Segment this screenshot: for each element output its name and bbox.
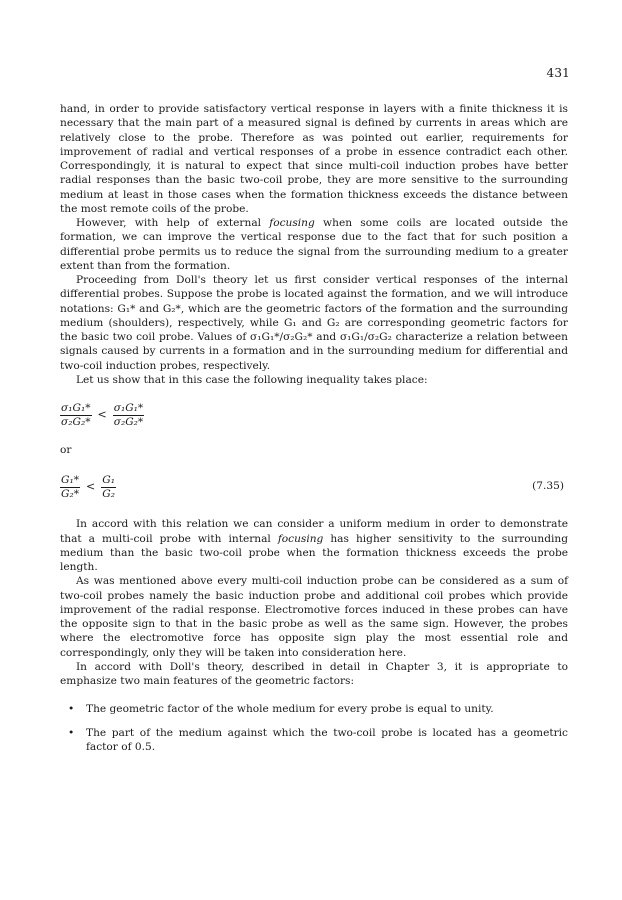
paragraph-3: Proceeding from Doll's theory let us first consider vertical responses of the internal differential probes. Suppose the probe is located against the formation, and we will introduce notations: G₁* and G₂*, which are the geometric factors of the formation and the surrounding medium (shoulders), respectively, while G₁ and G₂ are corresponding geometric factors for the basic two coil probe. Values of σ₁G₁*/σ₂G₂* and σ₁G₁/σ₂G₂ characterize a relation between signals caused by currents in a formation and in the surrounding medium for differential and two-coil induction probes, respectively. (60, 274, 568, 372)
paragraph-1: hand, in order to provide satisfactory vertical response in layers with a finite thickness it is necessary that the main part of a measured signal is defined by currents in areas which are relatively close to the probe. Therefore as was pointed out earlier, requirements for improvement of radial and vertical responses of a probe in essence contradict each other. Correspondingly, it is natural to expect that since multi-coil induction probes have better radial responses than the basic two-coil probe, they are more sensitive to the surrounding medium at least in those cases when the formation thickness exceeds the distance between the most remote coils of the probe. (60, 103, 568, 215)
paragraph-6: As was mentioned above every multi-coil induction probe can be considered as a sum of two-coil probes namely the basic induction probe and additional coil probes which provide improvement of the radial response. Electromotive forces induced in these probes can have the opposite sign to that in the basic probe as well as the same sign. However, the probes where the electromotive force has opposite sign play the most essential role and correspondingly, only they will be taken into consideration here. (60, 575, 568, 659)
fraction-right (113, 402, 145, 429)
fraction-right-denominator: σ₂G₂* (113, 415, 144, 428)
paragraph-2-text-before: However, with help of external (76, 217, 270, 229)
equation-connector: or (60, 444, 72, 456)
paragraph-5 (60, 517, 568, 574)
list-item (68, 702, 568, 716)
list-item-text: The geometric factor of the whole medium for every probe is equal to unity. (86, 703, 494, 716)
paragraph-5-emphasis: focusing (277, 532, 324, 545)
equation-7-35 (60, 469, 568, 505)
equation-inequality (60, 397, 568, 433)
page-number: 431 (546, 66, 570, 80)
fraction-left-numerator: σ₁G₁* (61, 401, 91, 414)
paragraph-2 (60, 216, 568, 273)
less-than-sign: < (86, 480, 96, 494)
paragraph-5-text-after: has higher sensitivity to the surrounding medium than the basic two-coil probe when the formation thickness exceeds the probe length. (60, 532, 568, 573)
equation-number: (7.35) (532, 480, 564, 493)
fraction-right-numerator: σ₁G₁* (113, 401, 144, 414)
less-than-sign: < (97, 407, 107, 421)
fraction-left-numerator: G₁* (61, 473, 80, 486)
paragraph-7: In accord with Doll's theory, described in detail in Chapter 3, it is appropriate to emphasize two main features of the geometric factors: (60, 660, 568, 687)
paragraph-2-text-after: when some coils are located outside the formation, we can improve the vertical response due to the fact that for such position a differential probe permits us to reduce the signal from the surrounding medium to a greater extent than from the formation. (60, 217, 568, 272)
fraction-left (60, 402, 92, 429)
paragraph-5-text-before: In accord with this relation we can consider a uniform medium in order to demonstrate that a multi-coil probe with internal (60, 518, 568, 545)
paragraph-4: Let us show that in this case the following inequality takes place: (76, 373, 428, 386)
paragraph-2-emphasis: focusing (269, 217, 315, 229)
bullet-icon: • (68, 726, 75, 739)
list-item-text: The part of the medium against which the two-coil probe is located has a geometric factor of 0.5. (86, 726, 568, 753)
fraction-left-denominator: G₂* (61, 487, 80, 500)
bullet-icon: • (68, 703, 75, 716)
bullet-list (60, 702, 568, 754)
fraction-left-denominator: σ₂G₂* (61, 415, 91, 428)
fraction-right (101, 474, 116, 501)
fraction-left (60, 474, 80, 501)
list-item (68, 726, 568, 755)
body-text (60, 102, 568, 763)
fraction-right-numerator: G₁ (102, 473, 115, 486)
fraction-right-denominator: G₂ (102, 487, 115, 500)
